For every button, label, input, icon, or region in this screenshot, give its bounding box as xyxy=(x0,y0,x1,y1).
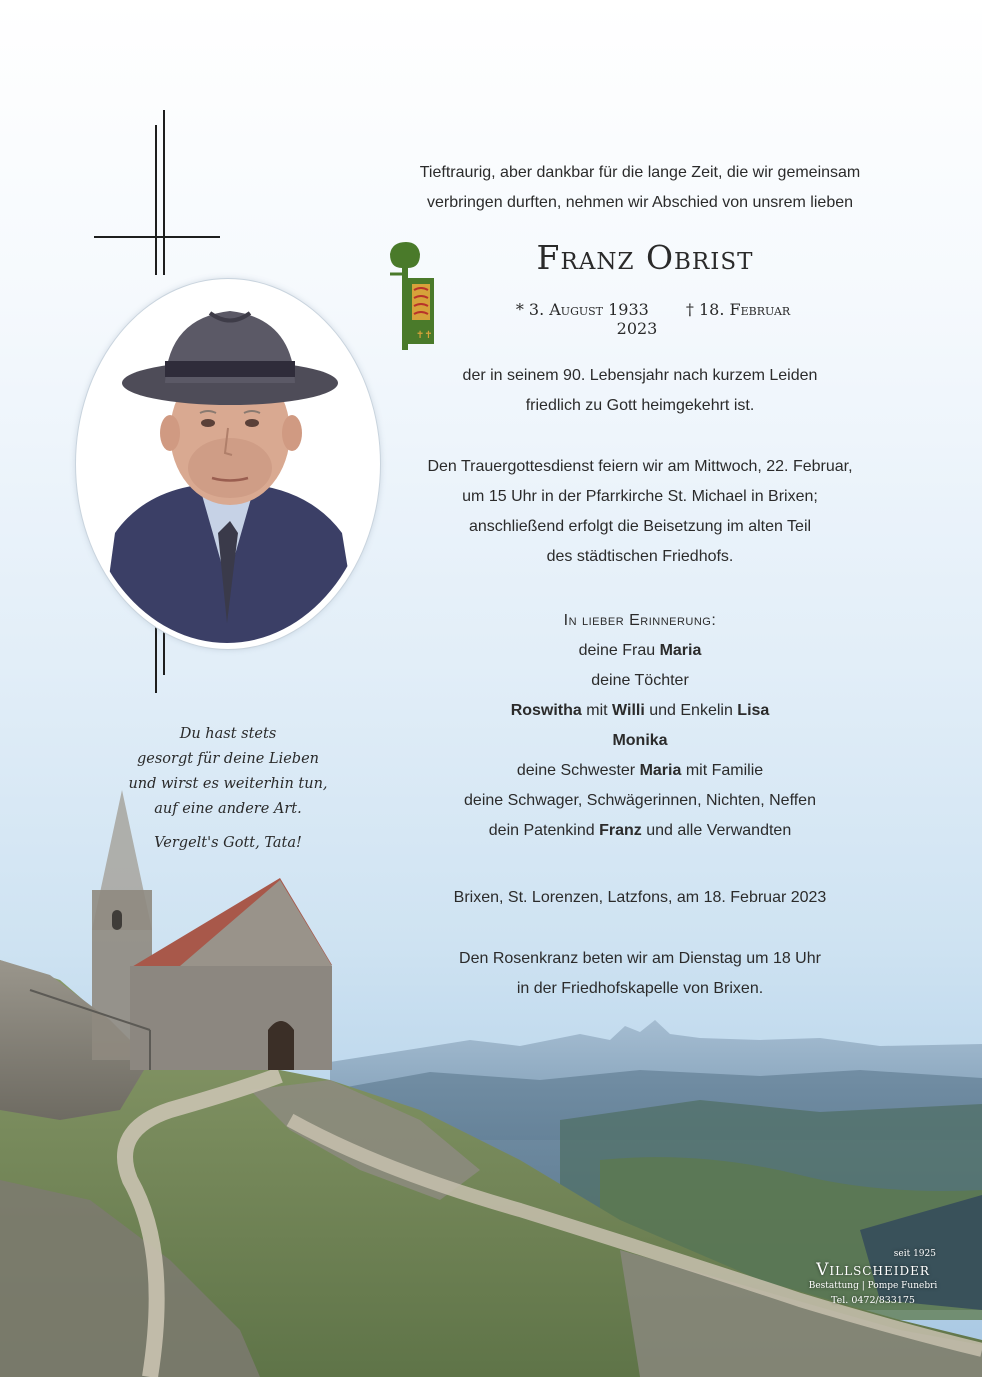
logo-tagline: Bestattung | Pompe Funebri xyxy=(808,1281,938,1291)
service-line-2: um 15 Uhr in der Pfarrkirche St. Michael in Brixen; xyxy=(462,488,818,505)
quote-line-2: gesorgt für deine Lieben xyxy=(136,751,319,767)
cross-vertical-right-top xyxy=(163,110,165,275)
logo-brand: Villscheider xyxy=(816,1260,930,1280)
mourner-godchild: dein Patenkind Franz und alle Verwandten xyxy=(488,822,792,839)
rosary-line-1: Den Rosenkranz beten wir am Dienstag um 18 Uhr xyxy=(459,950,821,967)
quote-line-4: auf eine andere Art. xyxy=(154,801,302,817)
portrait-photo xyxy=(80,283,374,643)
intro-text xyxy=(410,158,870,218)
logo-since: seit 1925 xyxy=(893,1249,936,1259)
logo-phone: Tel. 0472/833175 xyxy=(831,1295,915,1306)
quote-line-3: und wirst es weiterhin tun, xyxy=(128,776,328,792)
chi-rho-symbol-icon xyxy=(386,238,440,354)
rosary-text xyxy=(410,944,870,1004)
passing-line-2: friedlich zu Gott heimgekehrt ist. xyxy=(525,397,755,414)
cross-horizontal xyxy=(94,236,220,238)
intro-line-2: verbringen durften, nehmen wir Abschied von unsrem lieben xyxy=(426,194,854,211)
svg-text:✝✝: ✝✝ xyxy=(416,330,433,341)
mourner-wife: deine Frau Maria xyxy=(578,642,702,659)
mourner-in-laws: deine Schwager, Schwägerinnen, Nichten, Neffen xyxy=(464,792,816,809)
deceased-name: Franz Obrist xyxy=(536,238,754,277)
mourner-daughter-2: Monika xyxy=(612,732,668,749)
quote-line-5: Vergelt's Gott, Tata! xyxy=(154,835,302,851)
mourners-list xyxy=(410,606,870,846)
cross-vertical-left-bottom xyxy=(155,625,157,693)
life-dates xyxy=(470,300,820,338)
mourners-heading: In lieber Erinnerung: xyxy=(563,612,717,629)
birth-date: * 3. August 1933 xyxy=(515,300,649,319)
passing-line-1: der in seinem 90. Lebensjahr nach kurzem Leiden xyxy=(462,367,818,384)
service-line-3: anschließend erfolgt die Beisetzung im alten Teil xyxy=(468,518,812,535)
rosary-line-2: in der Friedhofskapelle von Brixen. xyxy=(516,980,764,997)
funeral-home-logo xyxy=(788,1248,958,1307)
passing-text xyxy=(410,361,870,421)
death-date: † 18. Februar 2023 xyxy=(616,300,791,338)
mourner-daughters-label: deine Töchter xyxy=(591,672,689,689)
service-text xyxy=(410,452,870,572)
intro-line-1: Tieftraurig, aber dankbar für die lange Zeit, die wir gemeinsam xyxy=(419,164,861,181)
mourner-daughter-1: Roswitha mit Willi und Enkelin Lisa xyxy=(510,702,770,719)
service-line-4: des städtischen Friedhofs. xyxy=(546,548,734,565)
cross-vertical-left-top xyxy=(155,125,157,275)
service-line-1: Den Trauergottesdienst feiern wir am Mittwoch, 22. Februar, xyxy=(427,458,853,475)
mourner-sister: deine Schwester Maria mit Familie xyxy=(516,762,764,779)
place-date: Brixen, St. Lorenzen, Latzfons, am 18. Februar 2023 xyxy=(453,889,827,906)
quote-line-1: Du hast stets xyxy=(179,726,277,742)
memorial-quote xyxy=(118,722,338,856)
